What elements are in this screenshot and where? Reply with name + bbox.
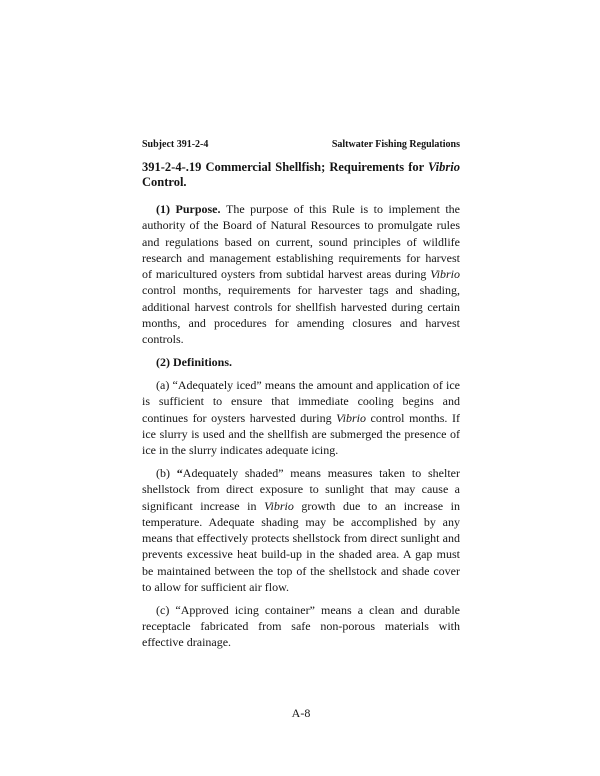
page-number: A-8 <box>291 706 311 720</box>
paragraph-definition-a: (a) “Adequately iced” means the amount and application of ice is sufficient to ensure that immediate cooling begins and continues for oysters harvested during Vibrio control months. If ice slurry is used and the shellfish are submerged the presence of ice in the slurry indicates adequate icing. <box>142 377 460 458</box>
header-subject: Subject 391-2-4 <box>142 139 209 150</box>
document-content <box>142 139 460 657</box>
paragraph-definition-c: (c) “Approved icing container” means a clean and durable receptacle fabricated from safe non-porous materials with effective drainage. <box>142 602 460 650</box>
page-header <box>142 139 460 151</box>
header-publication: Saltwater Fishing Regulations <box>331 139 460 150</box>
paragraph-definition-b: (b) “Adequately shaded” means measures taken to shelter shellstock from direct exposure to sunlight that may cause a significant increase in Vibrio growth due to an increase in temperature. Adequate shading may be accomplished by any means that effectively protects shellstock from direct sunlight and prevents excessive heat build-up in the shaded area. A gap must be maintained between the top of the shellstock and shade cover to allow for sufficient air flow. <box>142 465 461 595</box>
heading-definitions: (2) Definitions. <box>156 355 232 370</box>
paragraph-purpose: (1) Purpose. The purpose of this Rule is to implement the authority of the Board of Natural Resources to promulgate rules and regulations based on current, sound principles of wildlife research and management establishing requirements for harvest of maricultured oysters from subtidal harvest areas during Vibrio control months, requirements for harvester tags and shading, additional harvest controls for shellfish harvested during certain months, and procedures for amending closures and harvest controls. <box>142 202 460 347</box>
rule-title: 391-2-4-.19 Commercial Shellfish; Requirements for Vibrio Control. <box>142 160 460 189</box>
